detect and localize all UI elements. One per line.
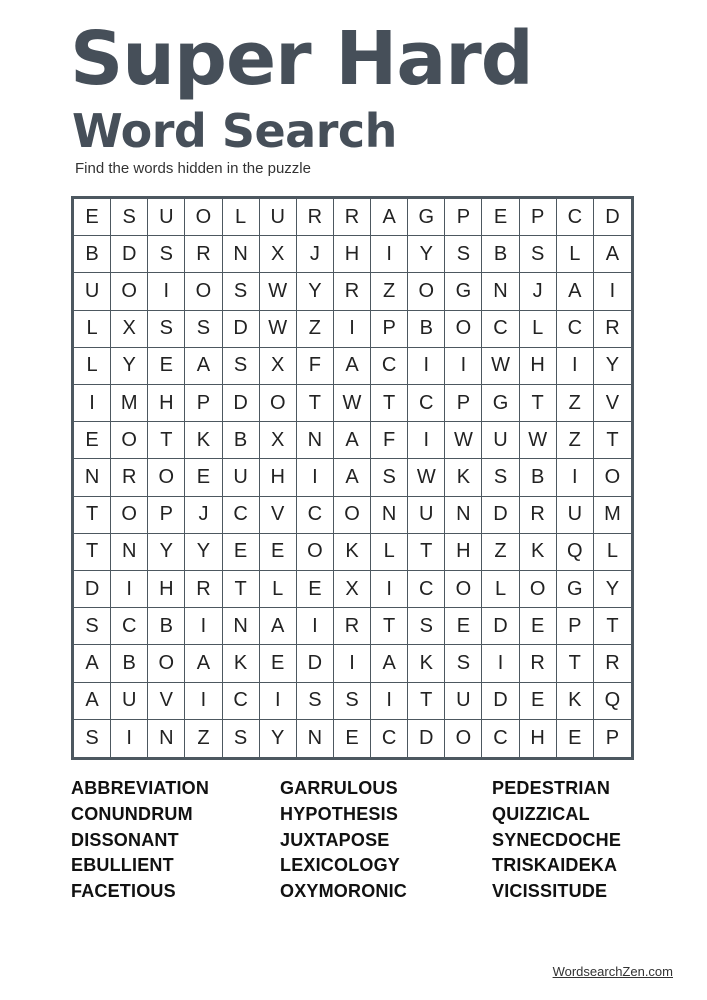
grid-cell[interactable]: D	[482, 608, 519, 645]
grid-cell[interactable]: N	[74, 459, 111, 496]
grid-cell[interactable]: M	[594, 497, 631, 534]
grid-cell[interactable]: P	[605, 726, 620, 749]
grid-cell[interactable]: G	[408, 199, 445, 236]
grid-cell[interactable]: D	[594, 199, 631, 236]
grid-cell[interactable]: W	[260, 311, 297, 348]
word-list-item: QUIZZICAL	[492, 803, 590, 824]
grid-cell[interactable]: O	[445, 720, 482, 757]
word-list-item: TRISKAIDEKA	[492, 855, 618, 876]
grid-cell[interactable]: I	[371, 571, 408, 608]
grid-cell[interactable]: I	[297, 459, 334, 496]
grid-cell[interactable]: N	[297, 422, 334, 459]
grid-cell[interactable]: T	[223, 571, 260, 608]
grid-cell[interactable]: S	[408, 608, 445, 645]
grid-cell[interactable]: H	[520, 348, 557, 385]
grid-cell[interactable]: I	[408, 348, 445, 385]
grid-cell[interactable]: T	[594, 608, 631, 645]
grid-cell[interactable]: S	[148, 311, 185, 348]
grid-cell[interactable]: R	[185, 236, 222, 273]
grid-cell[interactable]: X	[260, 348, 297, 385]
grid-cell[interactable]: I	[445, 348, 482, 385]
grid-cell[interactable]: Z	[185, 720, 222, 757]
word-list-item: LEXICOLOGY	[280, 855, 401, 876]
grid-cell[interactable]: O	[260, 385, 297, 422]
site-link[interactable]: WordsearchZen.com	[552, 964, 673, 979]
grid-cell[interactable]: I	[185, 683, 222, 720]
grid-cell[interactable]: U	[408, 497, 445, 534]
grid-cell[interactable]: I	[371, 683, 408, 720]
grid-cell[interactable]: X	[334, 571, 371, 608]
grid-cell[interactable]: W	[334, 385, 371, 422]
grid-cell[interactable]: K	[185, 422, 222, 459]
grid-cell[interactable]: O	[297, 534, 334, 571]
grid-cell[interactable]: R	[185, 571, 222, 608]
grid-cell[interactable]: K	[334, 534, 371, 571]
grid-cell[interactable]: P	[371, 311, 408, 348]
grid-cell[interactable]: D	[74, 571, 111, 608]
grid-cell[interactable]: W	[520, 422, 557, 459]
grid-cell[interactable]: N	[371, 497, 408, 534]
word-list-item: GARRULOUS	[280, 778, 398, 798]
grid-cell[interactable]: T	[408, 683, 445, 720]
grid-cell[interactable]: X	[260, 236, 297, 273]
grid-cell[interactable]: E	[148, 348, 185, 385]
grid-cell[interactable]: D	[408, 720, 445, 757]
grid-cell[interactable]: N	[148, 720, 185, 757]
grid-cell[interactable]: N	[297, 720, 334, 757]
grid-cell[interactable]: L	[223, 199, 260, 236]
grid-cell[interactable]: O	[445, 311, 482, 348]
grid-cell[interactable]: C	[557, 311, 594, 348]
grid-cell[interactable]: T	[408, 534, 445, 571]
word-list-item: JUXTAPOSE	[280, 829, 390, 850]
grid-cell[interactable]: I	[594, 273, 631, 310]
puzzle-grid	[71, 196, 634, 760]
grid-cell[interactable]: R	[594, 311, 631, 348]
grid-cell[interactable]: Z	[297, 311, 334, 348]
grid-cell[interactable]: E	[74, 422, 111, 459]
grid-cell[interactable]: M	[111, 385, 148, 422]
word-list-column	[280, 776, 407, 905]
grid-cell[interactable]: G	[557, 571, 594, 608]
grid-cell[interactable]: O	[445, 571, 482, 608]
grid-cell[interactable]: O	[334, 497, 371, 534]
grid-cell[interactable]: R	[111, 459, 148, 496]
grid-cell[interactable]: S	[74, 720, 111, 757]
grid-cell[interactable]: F	[297, 348, 334, 385]
grid-cell[interactable]: N	[445, 497, 482, 534]
grid-cell[interactable]: E	[185, 459, 222, 496]
grid-cell[interactable]: N	[482, 273, 519, 310]
grid-cell[interactable]: Y	[594, 348, 631, 385]
grid-cell[interactable]: G	[482, 385, 519, 422]
grid-cell[interactable]: Y	[185, 534, 222, 571]
grid-cell[interactable]: T	[148, 422, 185, 459]
word-list-column	[71, 776, 209, 905]
grid-cell[interactable]: H	[148, 571, 185, 608]
grid-cell[interactable]: N	[223, 608, 260, 645]
grid-cell[interactable]: P	[445, 199, 482, 236]
grid-cell[interactable]: L	[594, 534, 631, 571]
grid-cell[interactable]: I	[111, 720, 148, 757]
grid-cell[interactable]: V	[148, 683, 185, 720]
grid-cell[interactable]: J	[185, 497, 222, 534]
grid-cell[interactable]: Y	[594, 571, 631, 608]
grid-cell[interactable]: I	[408, 422, 445, 459]
grid-cell[interactable]: S	[297, 683, 334, 720]
grid-cell[interactable]: S	[111, 199, 148, 236]
grid-cell[interactable]: S	[223, 273, 260, 310]
grid-cell[interactable]: J	[297, 236, 334, 273]
grid-cell[interactable]: N	[223, 236, 260, 273]
grid-cell[interactable]: H	[334, 236, 371, 273]
grid-cell[interactable]: C	[111, 608, 148, 645]
grid-cell[interactable]: B	[482, 236, 519, 273]
grid-cell[interactable]: K	[408, 645, 445, 682]
word-list-column	[492, 776, 621, 905]
grid-cell[interactable]: I	[297, 608, 334, 645]
grid-cell[interactable]: B	[520, 459, 557, 496]
grid-cell[interactable]: P	[148, 497, 185, 534]
grid-cell[interactable]: D	[223, 385, 260, 422]
grid-cell[interactable]: I	[557, 348, 594, 385]
grid-cell[interactable]: A	[185, 348, 222, 385]
grid-cell[interactable]: L	[482, 571, 519, 608]
grid-cell[interactable]: W	[408, 459, 445, 496]
grid-cell[interactable]: T	[74, 534, 111, 571]
word-list-item: SYNECDOCHE	[492, 829, 622, 850]
grid-cell[interactable]: U	[111, 683, 148, 720]
grid-cell[interactable]: U	[223, 459, 260, 496]
grid-cell[interactable]: T	[297, 385, 334, 422]
grid-cell[interactable]: Y	[111, 348, 148, 385]
word-list-item: HYPOTHESIS	[280, 803, 399, 824]
grid-cell[interactable]: L	[520, 311, 557, 348]
grid-cell[interactable]: I	[334, 311, 371, 348]
grid-cell[interactable]: E	[334, 720, 371, 757]
grid-cell[interactable]: C	[223, 683, 260, 720]
grid-cell[interactable]: A	[334, 348, 371, 385]
word-list-item: CONUNDRUM	[71, 803, 193, 824]
grid-cell[interactable]: I	[371, 236, 408, 273]
grid-cell[interactable]: O	[185, 273, 222, 310]
grid-cell[interactable]: D	[297, 645, 334, 682]
grid-cell[interactable]: A	[260, 608, 297, 645]
grid-cell[interactable]: S	[223, 720, 260, 757]
grid-cell[interactable]: A	[371, 645, 408, 682]
word-list-item: ABBREVIATION	[71, 778, 210, 798]
grid-cell[interactable]: N	[111, 534, 148, 571]
grid-cell[interactable]: U	[148, 199, 185, 236]
grid-cell[interactable]: W	[260, 273, 297, 310]
grid-cell[interactable]: E	[260, 645, 297, 682]
grid-cell[interactable]: E	[260, 534, 297, 571]
grid-cell[interactable]: A	[334, 422, 371, 459]
grid-cell[interactable]: U	[445, 683, 482, 720]
grid-cell[interactable]: S	[445, 236, 482, 273]
grid-cell[interactable]: B	[74, 236, 111, 273]
grid-cell[interactable]: H	[148, 385, 185, 422]
grid-cell[interactable]: O	[148, 459, 185, 496]
grid-cell[interactable]: C	[482, 720, 519, 757]
grid-cell[interactable]: L	[371, 534, 408, 571]
grid-cell[interactable]: I	[148, 273, 185, 310]
grid-cell[interactable]: O	[408, 273, 445, 310]
grid-cell[interactable]: F	[371, 422, 408, 459]
grid-cell[interactable]: L	[74, 348, 111, 385]
grid-cell[interactable]: V	[260, 497, 297, 534]
grid-cell[interactable]: E	[74, 199, 111, 236]
grid-cell[interactable]: S	[520, 236, 557, 273]
word-list	[0, 776, 707, 916]
grid-cell[interactable]: O	[520, 571, 557, 608]
word-list-item: PEDESTRIAN	[492, 778, 611, 798]
grid-cell[interactable]: U	[482, 422, 519, 459]
grid-cell[interactable]: R	[520, 497, 557, 534]
grid-cell[interactable]: T	[594, 422, 631, 459]
grid-cell[interactable]: E	[520, 608, 557, 645]
page-title-subline: Word Search	[72, 104, 397, 158]
grid-cell[interactable]: P	[520, 199, 557, 236]
word-list-item: VICISSITUDE	[492, 881, 608, 902]
word-list-item: OXYMORONIC	[280, 881, 408, 902]
grid-cell[interactable]: S	[334, 683, 371, 720]
grid-cell[interactable]: H	[445, 534, 482, 571]
grid-cell[interactable]: C	[482, 311, 519, 348]
grid-cell[interactable]: K	[445, 459, 482, 496]
grid-cell[interactable]: S	[482, 459, 519, 496]
grid-cell[interactable]: A	[74, 645, 111, 682]
grid-cell[interactable]: I	[482, 645, 519, 682]
grid-cell[interactable]: J	[520, 273, 557, 310]
grid-cell[interactable]: B	[408, 311, 445, 348]
grid-cell[interactable]: A	[334, 459, 371, 496]
grid-cell[interactable]: H	[520, 720, 557, 757]
grid-cell[interactable]: C	[371, 720, 408, 757]
grid-cell[interactable]: U	[260, 199, 297, 236]
grid-cell[interactable]: T	[371, 385, 408, 422]
grid-cell[interactable]: G	[445, 273, 482, 310]
grid-cell[interactable]: U	[74, 273, 111, 310]
instructions: Find the words hidden in the puzzle	[75, 160, 311, 177]
grid-cell[interactable]: U	[557, 497, 594, 534]
grid-cell[interactable]: P	[557, 608, 594, 645]
grid-cell[interactable]: Y	[148, 534, 185, 571]
grid-cell[interactable]: A	[557, 273, 594, 310]
grid-cell[interactable]: O	[111, 497, 148, 534]
word-list-item: DISSONANT	[71, 829, 179, 850]
word-list-item: EBULLIENT	[71, 855, 174, 876]
grid-cell[interactable]: P	[445, 385, 482, 422]
grid-cell[interactable]: R	[334, 608, 371, 645]
grid-cell[interactable]: O	[148, 645, 185, 682]
grid-cell[interactable]: S	[185, 311, 222, 348]
grid-cell[interactable]: Q	[557, 534, 594, 571]
grid-cell[interactable]: B	[148, 608, 185, 645]
grid-cell[interactable]: A	[185, 645, 222, 682]
grid-cell[interactable]: E	[297, 571, 334, 608]
grid-cell[interactable]: Z	[482, 534, 519, 571]
grid-cell[interactable]: Y	[297, 273, 334, 310]
grid-cell[interactable]: X	[111, 311, 148, 348]
grid-cell[interactable]: X	[260, 422, 297, 459]
grid-cell[interactable]: Z	[557, 385, 594, 422]
grid-cell[interactable]: C	[557, 199, 594, 236]
grid-cell[interactable]: E	[557, 720, 594, 757]
grid-cell[interactable]: W	[445, 422, 482, 459]
grid-cell[interactable]: S	[223, 348, 260, 385]
grid-cell[interactable]: C	[297, 497, 334, 534]
grid-cell[interactable]: R	[297, 199, 334, 236]
grid-cell[interactable]: B	[223, 422, 260, 459]
grid-cell[interactable]: I	[557, 459, 594, 496]
grid-cell[interactable]: R	[334, 273, 371, 310]
grid-cell[interactable]: K	[223, 645, 260, 682]
grid-cell[interactable]: B	[111, 645, 148, 682]
grid-cell[interactable]: D	[482, 683, 519, 720]
grid-cell[interactable]: C	[223, 497, 260, 534]
grid-cell[interactable]: O	[185, 199, 222, 236]
grid-cell[interactable]: D	[223, 311, 260, 348]
grid-cell[interactable]: I	[185, 608, 222, 645]
grid-cell[interactable]: D	[111, 236, 148, 273]
grid-cell[interactable]: E	[223, 534, 260, 571]
grid-cell[interactable]: S	[371, 459, 408, 496]
grid-cell[interactable]: P	[185, 385, 222, 422]
grid-cell[interactable]: A	[594, 236, 631, 273]
grid-cell[interactable]: O	[594, 459, 631, 496]
grid-cell[interactable]: S	[445, 645, 482, 682]
grid-cell[interactable]: Z	[371, 273, 408, 310]
grid-cell[interactable]: T	[371, 608, 408, 645]
grid-cell[interactable]: L	[557, 236, 594, 273]
grid-cell[interactable]: R	[594, 645, 631, 682]
grid-cell[interactable]: H	[260, 459, 297, 496]
grid-cell[interactable]: K	[557, 683, 594, 720]
page-title: Super Hard	[70, 16, 533, 102]
grid-cell[interactable]: V	[594, 385, 631, 422]
grid-cell[interactable]: Y	[408, 236, 445, 273]
grid-cell[interactable]: A	[74, 683, 111, 720]
grid-cell[interactable]: E	[520, 683, 557, 720]
grid-cell[interactable]: R	[520, 645, 557, 682]
grid-cell[interactable]: R	[334, 199, 371, 236]
grid-cell[interactable]: O	[111, 273, 148, 310]
grid-cell[interactable]: T	[74, 497, 111, 534]
grid-cell[interactable]: S	[74, 608, 111, 645]
grid-cell[interactable]: I	[260, 683, 297, 720]
grid-cell[interactable]: O	[111, 422, 148, 459]
grid-cell[interactable]: Q	[594, 683, 631, 720]
grid-cell[interactable]: C	[408, 385, 445, 422]
grid-cell[interactable]: E	[482, 199, 519, 236]
grid-cell[interactable]: K	[520, 534, 557, 571]
grid-cell[interactable]: W	[482, 348, 519, 385]
grid-cell[interactable]: L	[260, 571, 297, 608]
grid-cell[interactable]: I	[334, 645, 371, 682]
grid-cell[interactable]: Z	[557, 422, 594, 459]
grid-cell[interactable]: C	[408, 571, 445, 608]
grid-cell[interactable]: I	[111, 571, 148, 608]
word-list-item: FACETIOUS	[71, 881, 176, 902]
grid-cell[interactable]: T	[557, 645, 594, 682]
grid-cell[interactable]: L	[74, 311, 111, 348]
grid-cell[interactable]: A	[371, 199, 408, 236]
grid-cell[interactable]: E	[445, 608, 482, 645]
grid-cell[interactable]: D	[482, 497, 519, 534]
grid-cell[interactable]: I	[74, 385, 111, 422]
grid-cell[interactable]: T	[520, 385, 557, 422]
grid-cell[interactable]: C	[371, 348, 408, 385]
grid-cell[interactable]: Y	[260, 720, 297, 757]
grid-cell[interactable]: S	[148, 236, 185, 273]
